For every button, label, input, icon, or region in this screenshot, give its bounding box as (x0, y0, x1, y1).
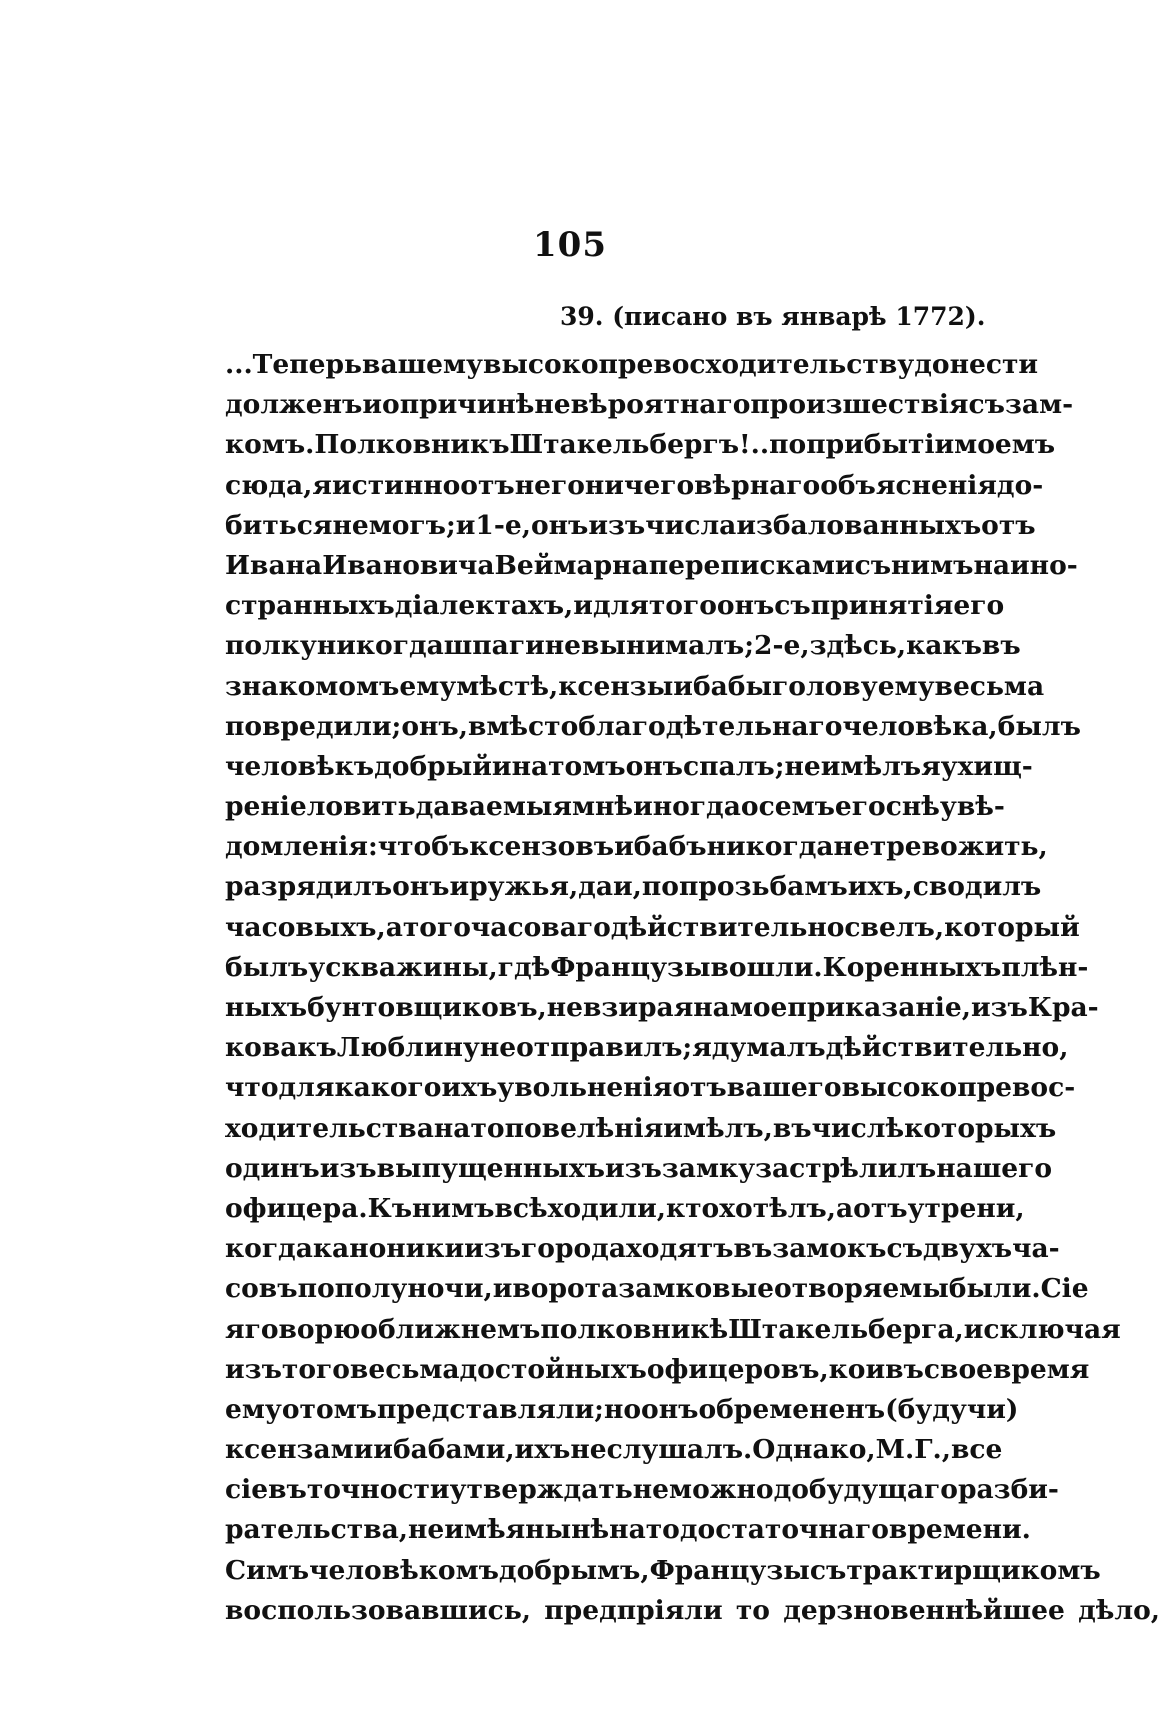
word: чтобъ (377, 831, 470, 863)
word: отъ (672, 1072, 727, 1104)
word: онъ (392, 871, 450, 903)
word: вѣрнаго (694, 469, 821, 501)
word: высокопревосходительству (482, 349, 915, 380)
word: высокопревос- (841, 1072, 1076, 1104)
text-line (225, 1229, 1060, 1269)
word: я (225, 1313, 245, 1345)
word: не (570, 1434, 607, 1466)
word: онъ, (401, 710, 468, 742)
word: и, (613, 871, 642, 903)
text-line (225, 586, 1005, 626)
word: иногда (633, 791, 741, 823)
text-line (225, 1430, 1003, 1470)
text-line (225, 908, 1080, 948)
word: кто (665, 1192, 720, 1224)
word: времени. (888, 1514, 1031, 1546)
word: не (784, 750, 821, 782)
word: отъ (981, 509, 1036, 541)
word: трактирщикомъ (846, 1554, 1101, 1586)
word: не (546, 992, 584, 1023)
word: замковые (618, 1273, 775, 1305)
word: ходятъ (625, 1233, 734, 1265)
word: и (573, 590, 593, 622)
word: въ (981, 630, 1021, 662)
word: Ивана (225, 549, 323, 581)
word: реніе (225, 791, 307, 823)
text-line (225, 867, 1042, 907)
text-line (225, 626, 1021, 666)
word: даваемыя (415, 791, 573, 823)
word: изъ (970, 992, 1028, 1023)
word: имѣлъ, (663, 1112, 773, 1144)
word: биться (225, 509, 333, 541)
word: М. (875, 1434, 915, 1466)
word: имѣлъ (820, 750, 922, 782)
word: какъ (906, 630, 982, 662)
word: избалованныхъ (736, 509, 982, 541)
word: разрядилъ (225, 871, 393, 903)
word: для (278, 1072, 335, 1104)
word: весьма (934, 670, 1045, 702)
word: человѣка, (842, 710, 998, 742)
word: въ (885, 1353, 924, 1385)
word: тревожить, (869, 831, 1048, 863)
word: не (479, 1032, 517, 1064)
text-line (225, 1189, 1025, 1229)
word: точности (306, 1474, 450, 1506)
word: сюда, (225, 469, 313, 501)
word: никогда (316, 630, 444, 662)
word: онъ (641, 1393, 699, 1425)
word: прибытіи (806, 429, 955, 461)
word: которыхъ (904, 1112, 1057, 1144)
text-line (225, 345, 1039, 385)
word: вашему (362, 349, 483, 380)
word: я (692, 1032, 712, 1064)
word: съ (854, 549, 892, 581)
text-line (225, 385, 1074, 425)
word: ча- (1012, 1233, 1060, 1265)
word: томъ (299, 1393, 377, 1425)
word: Ивановича (322, 549, 495, 581)
word: семъ (758, 791, 835, 823)
word: долженъ (225, 389, 363, 421)
word: офицеровъ, (646, 1353, 829, 1385)
word: вашего (726, 1072, 842, 1104)
word: дѣйствительно (610, 911, 845, 943)
word: изъ (319, 1152, 377, 1184)
word: дѣло, (1078, 1594, 1160, 1626)
word: спалъ; (683, 750, 785, 782)
word: все (950, 1434, 1003, 1466)
word: къ (297, 1032, 337, 1064)
word: никогда (706, 831, 834, 863)
word: ныхъ (225, 992, 308, 1023)
word: будущаго (808, 1474, 958, 1506)
text-line (225, 1310, 1121, 1350)
word: онъ (625, 750, 683, 782)
word: имѣя (444, 1514, 526, 1546)
word: Коренныхъ (822, 951, 1002, 983)
word: моемъ (954, 429, 1056, 461)
word: съ (968, 389, 1005, 421)
word: рательства, (225, 1514, 409, 1546)
word: до- (996, 469, 1044, 501)
text-line (225, 1390, 1019, 1430)
word: выпущенныхъ (376, 1152, 605, 1184)
word: голову (772, 670, 878, 702)
word: снѣ (885, 791, 940, 823)
word: него (514, 469, 585, 501)
word: а (835, 1192, 854, 1224)
text-line (225, 827, 1048, 867)
word: и (614, 831, 634, 863)
word: сіе (225, 1474, 269, 1506)
word: который (944, 911, 1080, 943)
word: и (491, 750, 512, 782)
text-line (225, 988, 1099, 1028)
word: въ (268, 1474, 307, 1506)
word: на (973, 549, 1011, 581)
word: гдѣ (497, 951, 551, 983)
word: изъ (225, 1353, 282, 1385)
word: обремененъ (698, 1393, 886, 1425)
text-line (225, 1028, 1069, 1068)
word: онъ (530, 509, 589, 541)
word: сводилъ (912, 871, 1042, 903)
word: о (740, 791, 759, 823)
word: вмѣсто (467, 710, 579, 742)
word: Штакельберга, (728, 1313, 964, 1345)
word: отъ (460, 469, 515, 501)
word: ино- (1010, 549, 1078, 581)
word: изъ (604, 1152, 662, 1184)
word: о (360, 1313, 378, 1345)
word: ходительства (225, 1112, 434, 1144)
word: не (833, 831, 870, 863)
word: истинно (331, 469, 461, 501)
word: странныхъ (225, 590, 395, 622)
word: ближнемъ (377, 1313, 541, 1345)
word: числа (645, 509, 737, 541)
word: плѣн- (1001, 951, 1089, 983)
word: бабами, (392, 1434, 515, 1466)
text-line (225, 707, 1081, 747)
word: ихъ (514, 1434, 571, 1466)
word: дерзновеннѣйшее (783, 1594, 1065, 1626)
word: съ (886, 1233, 923, 1265)
word: хотѣлъ, (719, 1192, 836, 1224)
word: офицера. (225, 1192, 368, 1224)
word: кова (225, 1032, 298, 1064)
word: и (373, 1434, 393, 1466)
word: ихъ, (847, 871, 913, 903)
word: діалектахъ, (394, 590, 574, 622)
word: по (297, 1273, 335, 1305)
word: ихъ (441, 1072, 498, 1104)
word: предпріяли (544, 1594, 723, 1626)
word: я (312, 469, 332, 501)
word: числѣ (811, 1112, 905, 1144)
word: ходили, (547, 1192, 666, 1224)
body-text (225, 345, 1160, 1631)
word: отворяемы (774, 1273, 949, 1305)
word: Кра- (1027, 992, 1099, 1023)
word: не (544, 630, 582, 662)
text-line (225, 787, 1005, 827)
word: изъ (588, 509, 646, 541)
word: ему (877, 670, 935, 702)
word: да (578, 871, 614, 903)
word: былъ (225, 951, 309, 983)
word: въ (772, 1112, 812, 1144)
word: ничего (584, 469, 695, 501)
word: ксензы (558, 670, 674, 702)
word: отправилъ; (516, 1032, 693, 1064)
word: 1-е, (475, 509, 531, 541)
word: Полковникъ (314, 429, 510, 461)
word: того (648, 590, 717, 622)
word: совъ (225, 1273, 298, 1305)
word: и (455, 509, 476, 541)
word: добрый (374, 750, 492, 782)
word: полковникѣ (540, 1313, 729, 1345)
word: ксензовъ (469, 831, 615, 863)
word: скважины, (325, 951, 498, 983)
word: бабъ (633, 831, 707, 863)
word: 2-е, (754, 630, 810, 662)
word: но (603, 1393, 642, 1425)
word: дѣйствительно, (825, 1032, 1069, 1064)
page-number: 105 (533, 225, 607, 265)
word: прозьбамъ (678, 871, 848, 903)
word: не (332, 509, 369, 541)
word: причинѣ (399, 389, 535, 421)
word: домленія: (225, 831, 378, 863)
text-line (225, 1269, 1089, 1309)
word: города (521, 1233, 626, 1265)
word: утрени, (907, 1192, 1025, 1224)
word: бабы (692, 670, 773, 702)
word: отъ (853, 1192, 908, 1224)
word: мнѣ (572, 791, 634, 823)
word: съ (774, 590, 811, 622)
word: на (609, 1514, 646, 1546)
text-line (225, 1510, 1031, 1550)
word: нашего (936, 1152, 1053, 1184)
word: о (382, 389, 400, 421)
word: застрѣлилъ (755, 1152, 937, 1184)
word: утверждать (449, 1474, 633, 1506)
word: полуночи, (334, 1273, 493, 1305)
text-line (225, 1109, 1057, 1149)
text-line (225, 506, 1036, 546)
word: его (953, 590, 1005, 622)
word: могъ; (368, 509, 456, 541)
word: повелѣнія (504, 1112, 664, 1144)
word: представляли; (376, 1393, 604, 1425)
word: до (773, 1474, 809, 1506)
word: замку (661, 1152, 756, 1184)
word: по (641, 871, 679, 903)
word: объясненія (820, 469, 997, 501)
word: двухъ (922, 1233, 1013, 1265)
word: мѣстѣ, (456, 670, 559, 702)
word: его (834, 791, 886, 823)
word: ухищ- (940, 750, 1033, 782)
word: на (433, 1112, 471, 1144)
word: ему (225, 1393, 282, 1425)
word: часовыхъ, (225, 911, 386, 943)
word: часоваго (470, 911, 611, 943)
word: когда (225, 1233, 313, 1265)
word: ...Теперь (225, 349, 363, 380)
word: разби- (957, 1474, 1059, 1506)
word: зам- (1004, 389, 1074, 421)
word: на (511, 750, 549, 782)
word: бунтовщиковъ, (307, 992, 547, 1023)
word: нимъ (891, 549, 974, 581)
word: знакомомъ (225, 670, 400, 702)
word: для (592, 590, 649, 622)
word: свелъ, (844, 911, 945, 943)
word: а (385, 911, 403, 943)
word: Французы (649, 1554, 810, 1586)
word: комъ. (225, 429, 315, 461)
word: добрымъ, (498, 1554, 650, 1586)
word: онъ (716, 590, 775, 622)
word: здѣсь, (809, 630, 907, 662)
word: что (225, 1072, 279, 1104)
word: весьма (349, 1353, 460, 1385)
word: то (470, 1112, 505, 1144)
word: Къ (367, 1192, 413, 1224)
word: можно (669, 1474, 774, 1506)
word: ворота (512, 1273, 619, 1305)
word: приказаніе, (787, 992, 971, 1023)
text-line (225, 1149, 1053, 1189)
word: по (769, 429, 807, 461)
text-line (225, 667, 1045, 707)
word: ему (399, 670, 457, 702)
text-line (225, 948, 1089, 988)
word: того (402, 911, 471, 943)
word: въ (733, 1233, 773, 1265)
word: и (492, 1273, 513, 1305)
word: увѣ- (939, 791, 1005, 823)
word: думалъ (711, 1032, 826, 1064)
word: былъ (997, 710, 1081, 742)
word: человѣкъ (225, 750, 375, 782)
word: всѣ (494, 1192, 548, 1224)
word: одинъ (225, 1152, 320, 1184)
word: того (281, 1353, 350, 1385)
word: были. (948, 1273, 1041, 1305)
word: говорю (244, 1313, 361, 1345)
word: съ (809, 1554, 847, 1586)
word: полку (225, 630, 317, 662)
text-line (225, 546, 1078, 586)
word: шпаги (443, 630, 545, 662)
word: ружья, (469, 871, 579, 903)
word: слушалъ. (606, 1434, 753, 1466)
word: какого (334, 1072, 442, 1104)
word: Веймарна (494, 549, 649, 581)
word: и (673, 670, 693, 702)
word: не (632, 1474, 670, 1506)
word: Симъ (225, 1554, 310, 1586)
word: то (735, 1594, 770, 1626)
word: у (308, 951, 326, 983)
word: о (281, 1393, 300, 1425)
word: вынималъ; (581, 630, 755, 662)
word: благодѣтельнаго (578, 710, 843, 742)
letter-heading: 39. (писано въ январѣ 1772). (560, 302, 986, 331)
word: и (362, 389, 383, 421)
word: исключая (963, 1313, 1121, 1345)
text-line (225, 466, 1044, 506)
word: достойныхъ (459, 1353, 647, 1385)
word: Люблину (336, 1032, 480, 1064)
word: каноники (312, 1233, 465, 1265)
word: достаточнаго (679, 1514, 889, 1546)
word: Г., (914, 1434, 951, 1466)
text-line (225, 1591, 1160, 1631)
word: человѣкомъ (309, 1554, 499, 1586)
word: свое (923, 1353, 993, 1385)
text-line (225, 1470, 1059, 1510)
word: мое (729, 992, 788, 1023)
word: повредили; (225, 710, 402, 742)
word: изъ (464, 1233, 522, 1265)
word: не (408, 1514, 445, 1546)
word: вошли. (710, 951, 823, 983)
word: донести (914, 349, 1039, 380)
word: невѣроятнаго (534, 389, 751, 421)
word: Сіе (1040, 1273, 1089, 1305)
word: Однако, (752, 1434, 876, 1466)
word: воспользовавшись, (225, 1594, 532, 1626)
word: увольненія (497, 1072, 673, 1104)
word: переписками (648, 549, 855, 581)
word: томъ (548, 750, 626, 782)
word: (будучи) (885, 1393, 1019, 1425)
word: Штакельбергъ!.. (509, 429, 770, 461)
word: то (645, 1514, 680, 1546)
text-line (225, 747, 1033, 787)
text-line (225, 1068, 1076, 1108)
word: я (921, 750, 941, 782)
word: время (992, 1353, 1090, 1385)
word: на (693, 992, 730, 1023)
word: произшествія (750, 389, 969, 421)
word: нынѣ (525, 1514, 610, 1546)
text-line (225, 1350, 1090, 1390)
word: и (449, 871, 470, 903)
word: замокъ (772, 1233, 887, 1265)
word: Французы (550, 951, 711, 983)
word: кои (828, 1353, 886, 1385)
text-line (225, 425, 1056, 465)
word: принятія (810, 590, 954, 622)
word: ловить (306, 791, 416, 823)
word: нимъ (412, 1192, 495, 1224)
word: ксензами (225, 1434, 374, 1466)
text-line (225, 1551, 1101, 1591)
word: взирая (583, 992, 694, 1023)
